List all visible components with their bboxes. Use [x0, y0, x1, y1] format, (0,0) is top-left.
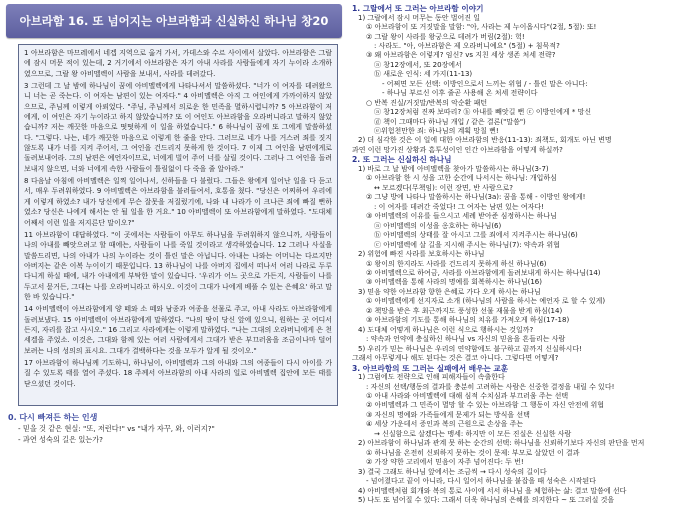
outline-point: ⓐ 아비멜렉의 이성을 옹호하는 하나님(6) — [374, 221, 502, 230]
outline-point: 5) 우리가 믿는 하나님은 우리의 연약함에도 불구하고 끝까지 신실하시다! — [358, 344, 582, 353]
outline-point: ③ 아비멜렉을 통해 사라의 명예를 회복하시는 하나님(16) — [366, 278, 542, 287]
outline-point: ⓔ위험천만한 죄: 하나님의 계획 망칠 뻔! — [374, 127, 499, 136]
outline-point: 1) 바로 그 날 밤에 아비멜렉을 찾아가 말씀하시는 하나님(3-7) — [358, 164, 549, 173]
outline-point: ④ 세상 가운데서 증인과 복의 근원으로 손상을 주는 — [366, 420, 524, 429]
outline-point: ⓐ 창12장에서, 또 20장에서 — [374, 60, 462, 69]
intro-line: - 믿을 것 같은 현실: "또, 저런다!" vs "내가 자꾸, 와, 이러지?" — [18, 424, 215, 433]
outline-point: 2) 더 심각한 것은 이 일에 대한 아브라함의 반응(11-13): 죄책도, 회개도 아닌 변명 — [358, 136, 612, 145]
outline-point: - 어쩌면 모든 선택: 이방인으로서 느끼는 위협 / - 틀린 말은 아니다: — [382, 79, 588, 88]
outline-section-heading: 1. 그랄에서 또 그러는 아브라함 이야기 — [352, 4, 484, 13]
outline-point: ⓑ 새로운 인식: 세 가지(11-13) — [374, 70, 473, 79]
outline-point: 3) 결국 그래도 하나님 앞에서는 조금씩 → 다시 성숙의 길이다 — [358, 467, 547, 476]
outline-point: 3) 믿음 약한 아브라함 향한 은혜로 가다 오게 하시는 하나님 — [358, 287, 541, 296]
outline-point: : 자신의 선택/행동의 결과를 충분히 고려하는 사람은 신중한 결정을 내릴 수 있다! — [366, 382, 615, 391]
outline-point: ③ 아비멜렉의 이유를 들으시고 세례 받아준 심정하시는 하나님 — [366, 212, 557, 221]
outline-point: 1) 그랄에서 잠시 머무는 동안 벌어진 일 — [358, 13, 480, 22]
outline-point: - 하나님 부르신 이후 줄곧 사용해 온 처세 전략이다 — [382, 89, 538, 98]
outline-point: ① 아브라함 한 시 성을 고한 순간에 나서시는 하나님: 개입하심 — [366, 174, 557, 183]
outline-point: 4) 도대체 어떻게 하나님은 이런 식으로 행하시는 것일까? — [358, 325, 534, 334]
intro-section — [8, 412, 338, 445]
outline-point: 2) 위험에 빠진 사라를 보호하시는 하나님 — [358, 250, 485, 259]
outline-point: : 이 여자를 데려간 죽었다! 그 여자는 남편 있는 여자다! — [374, 202, 544, 211]
outline-point: ② 아비멜렉과 그 민족이 멸망 할 수 있는 아브라함 그 행동이 자신 안전에 위협 — [366, 401, 605, 410]
outline-point: 5) 나도 또 넘어질 수 있다: 그래서 더욱 하나님의 은혜를 의지한다 ~ 또 그러실 것을 — [358, 495, 615, 504]
outline-section-heading: 2. 또 그러는 신실하신 하나님 — [352, 155, 452, 165]
outline-point: ① 하나님을 온전히 신뢰하지 못하는 것이 문제: 부모로 살았던 이 결과 — [366, 448, 580, 457]
outline-point: ⓓ 책이 그때마다 하나님 개입 / 같은 결론("말씀") — [374, 117, 526, 126]
intro-heading: 0. 다시 빠져든 하는 인생 — [8, 413, 98, 422]
sermon-title: 아브라함 16. 또 넘어지는 아브라함과 신실하신 하나님 창20 — [19, 14, 329, 28]
outline-point: ⓑ 아비멜렉의 상태를 잘 아시고 그를 죄에서 지켜주시는 하나님(6) — [374, 231, 578, 240]
outline-point: ② 가장 약한 고리에서 믿음이 자주 넘어진다: 두 번! — [366, 458, 524, 467]
sermon-title-banner — [6, 4, 342, 38]
outline-transition-question: 과연 이런 망가진 상황과 흠투성이인 인간 아브라함을 어떻게 하실까? — [352, 145, 563, 154]
outline-point: ② 그냥 방에 나타나 말씀하시는 하나님(3a): 꿈을 통해 - 이방인 왕에게! — [366, 193, 586, 202]
outline-point: ① 아내 사라와 아비멜렉에 대해 심적 수치심과 부끄러움 주는 선택 — [366, 392, 569, 400]
outline-point: ⓒ 아비멜렉에 살 길을 지시해 주시는 하나님(7): 약속과 위협 — [374, 240, 560, 249]
intro-line: - 과연 성숙의 길은 있는가? — [18, 435, 103, 444]
outline-point: ① 왕이의 한지라도 사라를 건드리지 못하게 하신 하나님(6) — [366, 259, 547, 268]
outline-point: → 신실함으로 살겠다는 맹세: 하지만 이 모든 진실은 신실한 사람 — [374, 429, 572, 438]
passage-paragraph: 14 아비멜렉이 아브라함에게 양 떼와 소 떼와 남종과 여종을 선물로 주고, 아내 사라도 아브라함에게 돌려보냈다. 15 아비멜렉이 아브라함에게 말하였다. "나의 땅이 당신 앞에 있으니, 원하는 곳 어디서든지, 자리를 잡고 사시오." 16 그리고 사라에게는 이렇게 말하였다. "나는 그대의 오라버니에게 은 천 세겔을 주었소. 이것은, 그대와 함께 있는 여러 사람에게서 그대가 받은 부끄러움을 조금이나마 덜어보려는 나의 성의의 표시요. 그대가 결백하다는 것을 모두가 알게 될 것이오." — [24, 305, 332, 355]
outline-point: : 약속과 언약에 충실하신 하나님 vs 자신의 믿음을 흔들리는 사람 — [366, 335, 566, 344]
passage-paragraph: 11 아브라함이 대답하였다. "이 곳에서는 사람들이 아무도 하나님을 두려워하지 않으니까, 사람들이 나의 아내를 빼앗으려고 할 때에는, 사람들이 나를 죽일 것이라고 생각하였습니다. 12 그러나 사실을 말씀드리면, 나의 아내가 나의 누이라는 것이 틀린 말은 아닙니다. 아내는 나와는 어머니는 다르지만 아버지는 같은 이복 누이이기 때문입니다. 13 하나님이 나를 아버지 집에서 떠나서 여러 나라로 두루 다니게 하실 때에, 내가 아내에게 부탁한 말이 있습니다. '우리가 어느 곳으로 가든지, 사람들이 나를 두고서 묻거든, 그대는 나를 오라버니라고 하시오. 이것이 그대가 나에게 베풀 수 있는 은혜요' 하고 말한 바 있습니다." — [24, 230, 333, 301]
sermon-outline — [352, 4, 690, 504]
outline-point: : 사라도. "아, 아브라함은 제 오라버니예요" (5절) + 침묵적? — [374, 41, 560, 50]
outline-transition-question: 그래서 아무렇게나 해도 된다는 것은 결코 아니다. 그렇다면 어떻게? — [352, 354, 559, 363]
outline-point: ③ 아브라함의 기도를 통해 하나님의 치유를 가져오게 하심(17-18) — [366, 316, 570, 325]
outline-point: ○ 반복 진실/거짓말/반복의 악순환 패턴 — [366, 98, 488, 107]
passage-paragraph: 8 다음날 아침에 아비멜렉은 일찍 일어나서, 신하들을 다 불렀다. 그들은 왕에게 일어난 일을 다 듣고서, 매우 두려워하였다. 9 아비멜렉은 아브라함을 불러들여서, 호통을 쳤다. "당신은 어찌하여 우리에게 이렇게 하였소? 내가 당신에게 무슨 잘못을 저질렀기에, 나와 내 나라가 이 크나큰 죄에 빠질 뻔하였소? 당신은 나에게 해서는 안 될 일을 한 거요." 10 아비멜렉이 또 아브라함에게 말하였다. "도대체 어째서 이런 일을 저지른단 말이오?" — [24, 177, 332, 227]
outline-point: ③ 왜 아브라함은 이렇게? 임신? vs 지친 세상 생존 처세 전략? — [366, 51, 556, 60]
passage-paragraph: 3 그런데 그 날 밤에 하나님이 꿈에 아비멜렉에게 나타나셔서 말씀하셨다. "너가 이 여자를 데려왔으니 너는 곧 죽는다. 이 여자는 남편이 있는 여자다." 4 아비멜렉은 아직 그 여인에게 가까이하지 않았으므로, 주님께 이렇게 아뢰었다. "주님, 주님께서 의로운 한 민족을 멸하시렵니까? 5 아브라함이 저에게, 이 여인은 자기 누이라고 하지 않았습니까? 또 이 여인도 아브라함을 오라버니라고 말하지 않았습니까? 저는 깨끗한 마음으로 떳떳하게 이 일을 하였습니다." 6 하나님이 꿈에 또 그에게 말씀하셨다. "그렇다. 나는, 네가 깨끗한 마음으로 이렇게 한 줄을 안다. 그러므로 네가 나를 거스려 죄를 짓지 않도록 내가 너를 지켜 주어서, 그 여인을 건드리지 못하게 한 것이다. 7 이제 그 여인을 남편에게로 돌려보내어라. 그의 남편은 예언자이므로, 너에게 빌어 주어 너를 살릴 것이다. 그러나 그 여인을 돌려보내지 않으면, 너와 너에게 속한 사람들이 틀림없이 다 죽을 줄 알아라." — [24, 82, 332, 173]
outline-point: ⓐ 창12장처럼 진짜 보따리? ⓑ 아내를 빼앗길 뻔 ⓒ 이방인에게 * 망신 — [374, 108, 592, 117]
outline-point: ② 그랄 왕이 사라를 왕궁으로 데려가 버림(2절): 헉! — [366, 32, 525, 41]
outline-point: 1) 그럼에도 전략으로 인해 피해자들이 속출한다 — [358, 373, 505, 382]
outline-point: 2) 아브라함이 하나님과 관계 못 하는 순간의 선택: 하나님을 신뢰하기보다 자신의 판단을 먼저 — [358, 439, 645, 448]
outline-point: ③ 자신의 명예와 가족들에게 문제가 되는 방식을 선택 — [366, 410, 530, 419]
outline-point: ↔ 모르겠다(무책임): 이런 장면, 반 사람으로? — [374, 183, 513, 192]
outline-section-heading: 3. 아브라함의 또 그러는 실패에서 배우는 교훈 — [352, 363, 509, 373]
outline-point: 4) 아비멜렉처럼 회개와 복의 통로 사이에 서서 하나님 을 체험하는 삶: 결코 말씀에 선다 — [358, 486, 627, 495]
outline-point: - 넘어졌다고 끝이 아니라, 다시 일어서 하나님을 붙잡을 때 성숙은 시작된다 — [366, 477, 596, 486]
passage-paragraph: 1 아브라함은 마므레에서 네겝 지역으로 옮겨 가서, 가데스와 수르 사이에서 살았다. 아브라함은 그랄에 잠시 머문 적이 있는데, 2 거기에서 아브라함은 자기 아내 사라를 사람들에게 자기 누이라 소개하였으므로, 그랄 왕 아비멜렉이 사람을 보내서, 사라를 데려갔다. — [24, 49, 332, 78]
outline-point: ② 책망을 받은 후 최근까지도 풍성한 선물 재물을 받게 하심(14) — [366, 306, 563, 315]
outline-point: ② 아비멜렉으로 하여금, 사라를 아브라함에게 돌려보내게 하시는 하나님(14) — [366, 268, 601, 277]
outline-point: ① 아비멜렉에게 선지자로 소개 (하나님의 사람을 하시는 예언자 로 할 수 있게) — [366, 297, 606, 306]
passage-paragraph: 17 아브라함이 하나님께 기도하니, 하나님이, 아비멜렉과 그의 아내와 그의 여종들이 다시 아이를 가질 수 있도록 태를 열어 주셨다. 18 주께서 아브라함의 아내 사라의 일로 아비멜렉 집안에 모든 태를 닫으셨던 것이다. — [24, 358, 332, 388]
outline-point: ① 아브라함이 또 거짓말을 말함: "아, 사라는 제 누이옵시다"(2절, 5절): 또! — [366, 23, 597, 32]
scripture-passage-box — [18, 44, 338, 406]
